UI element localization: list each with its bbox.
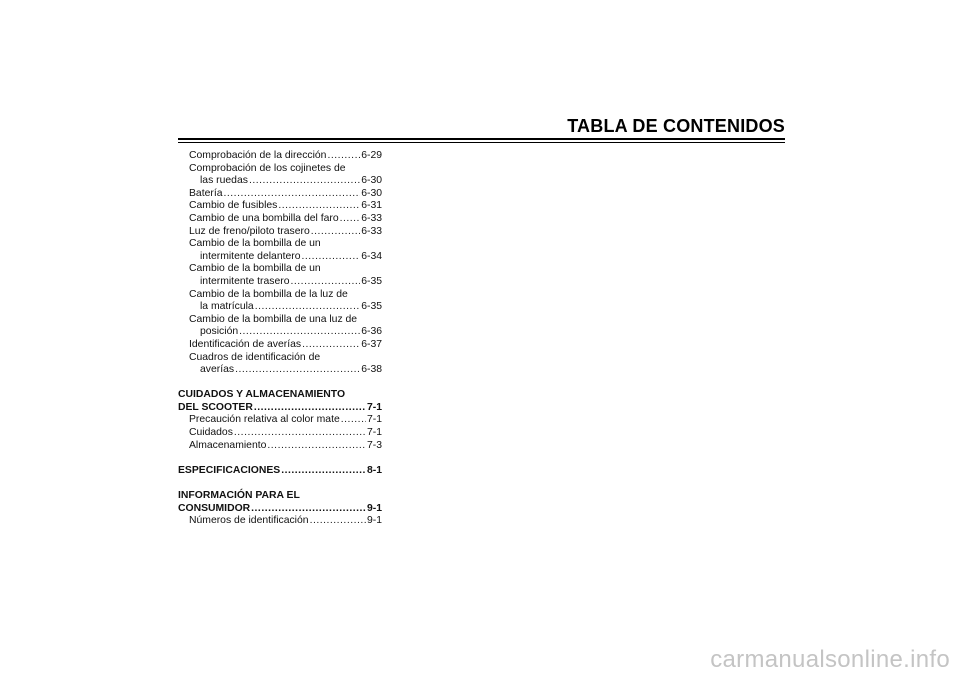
toc-leader-dots	[251, 503, 366, 516]
toc-leader-dots	[310, 515, 366, 528]
toc-entry-text: Cambio de fusibles	[189, 200, 278, 212]
watermark: carmanualsonline.info	[710, 646, 950, 673]
page-title: TABLA DE CONTENIDOS	[567, 116, 785, 136]
toc-entry[interactable]	[178, 364, 382, 377]
toc-entry-text: Identificación de averías	[189, 338, 302, 350]
toc-entry[interactable]	[178, 402, 382, 415]
toc-entry[interactable]	[178, 213, 382, 226]
toc-entry[interactable]	[178, 188, 382, 201]
toc-page-number: 7-1	[366, 414, 382, 426]
toc-entry-text: Cambio de la bombilla de una luz de	[189, 313, 358, 325]
toc-page-number: 6-38	[361, 364, 382, 376]
toc-entry-text: Cambio de la bombilla de un	[189, 238, 321, 250]
toc-entry-text: Almacenamiento	[189, 439, 267, 451]
toc-entry[interactable]	[178, 515, 382, 528]
toc-page-number: 6-30	[361, 175, 382, 187]
toc-page-number: 8-1	[366, 464, 382, 476]
toc-page-number: 7-1	[366, 427, 382, 439]
toc-entry[interactable]	[178, 503, 382, 516]
toc-entry-label	[178, 289, 382, 302]
toc-entry-text: DEL SCOOTER	[178, 401, 253, 413]
toc-entry-text: Batería	[189, 187, 223, 199]
toc-page-number: 9-1	[366, 502, 382, 514]
toc-entry-text: Cambio de la bombilla de un	[189, 263, 321, 275]
toc-entry[interactable]	[178, 414, 382, 427]
toc-entry-text: intermitente trasero	[200, 275, 290, 287]
toc-entry-text: Comprobación de la dirección	[189, 150, 327, 161]
toc-leader-dots	[224, 188, 361, 201]
toc-leader-dots	[302, 251, 361, 264]
toc-page-number: 6-31	[361, 200, 382, 212]
toc-entry-text: Cuadros de identificación de	[189, 351, 321, 363]
toc-page-number: 6-36	[361, 326, 382, 338]
toc-leader-dots	[311, 226, 360, 239]
toc-entry-text: posición	[200, 326, 239, 338]
toc-entry[interactable]	[178, 440, 382, 453]
toc-entry-text: Luz de freno/piloto trasero	[189, 225, 310, 237]
toc-entry-label	[178, 163, 382, 176]
toc-entry-text: Cuidados	[189, 427, 233, 439]
toc-page-number: 6-33	[361, 212, 382, 224]
toc-leader-dots	[291, 276, 361, 289]
toc-entry[interactable]	[178, 200, 382, 213]
toc-spacer	[178, 377, 382, 390]
toc-page-number: 6-30	[361, 187, 382, 199]
toc-leader-dots	[267, 440, 366, 453]
toc-leader-dots	[302, 339, 360, 352]
toc-entry-text: la matrícula	[200, 301, 254, 313]
toc-page-number: 6-33	[361, 225, 382, 237]
toc-leader-dots	[249, 175, 360, 188]
toc-entry[interactable]	[178, 326, 382, 339]
toc-page-number: 6-35	[361, 301, 382, 313]
toc-entry[interactable]	[178, 226, 382, 239]
toc-leader-dots	[255, 301, 360, 314]
toc-entry-text: Cambio de la bombilla de la luz de	[189, 288, 348, 300]
toc-entry-text: CUIDADOS Y ALMACENAMIENTO	[178, 389, 346, 401]
toc-leader-dots	[340, 213, 361, 226]
toc-leader-dots	[327, 150, 360, 163]
toc-page-number: 9-1	[366, 515, 382, 527]
toc-leader-dots	[239, 326, 360, 339]
toc-page-number: 6-35	[361, 275, 382, 287]
toc-page-number: 7-3	[366, 439, 382, 451]
toc-entry-label	[178, 352, 382, 365]
toc-entry[interactable]	[178, 301, 382, 314]
toc-leader-dots	[341, 414, 366, 427]
toc-entry[interactable]	[178, 427, 382, 440]
toc-entry-text: INFORMACIÓN PARA EL	[178, 490, 300, 502]
toc-entry-text: Cambio de una bombilla del faro	[189, 212, 339, 224]
toc-leader-dots	[235, 364, 360, 377]
toc-entry-text: averías	[200, 364, 235, 376]
header-rule-thin	[178, 142, 785, 143]
toc-leader-dots	[254, 402, 366, 415]
toc-spacer	[178, 477, 382, 490]
toc-page-number: 7-1	[366, 401, 382, 413]
toc-leader-dots	[281, 465, 366, 478]
toc-entry-label	[178, 490, 382, 503]
toc-entry[interactable]	[178, 251, 382, 264]
toc-page-number: 6-29	[361, 150, 382, 161]
toc-entry-text: intermitente delantero	[200, 250, 301, 262]
toc-entry-text: Comprobación de los cojinetes de	[189, 162, 346, 174]
toc-entry-text: las ruedas	[200, 175, 248, 187]
toc-entry-text: ESPECIFICACIONES	[178, 464, 281, 476]
toc-page-number: 6-34	[361, 250, 382, 262]
toc-spacer	[178, 452, 382, 465]
toc-entry[interactable]	[178, 276, 382, 289]
toc-entry-text: CONSUMIDOR	[178, 502, 251, 514]
toc-entry-text: Precaución relativa al color mate	[189, 414, 340, 426]
header-rule-thick	[178, 138, 785, 140]
toc-leader-dots	[234, 427, 366, 440]
toc-entry[interactable]	[178, 175, 382, 188]
toc-page-number: 6-37	[361, 338, 382, 350]
toc-entry-label	[178, 314, 382, 327]
toc-entry-text: Números de identificación	[189, 515, 309, 527]
table-of-contents	[178, 150, 382, 528]
toc-entry-label	[178, 389, 382, 402]
toc-leader-dots	[278, 200, 360, 213]
toc-entry[interactable]	[178, 339, 382, 352]
toc-entry[interactable]	[178, 465, 382, 478]
toc-entry[interactable]	[178, 150, 382, 163]
toc-entry-label	[178, 238, 382, 251]
toc-entry-label	[178, 263, 382, 276]
